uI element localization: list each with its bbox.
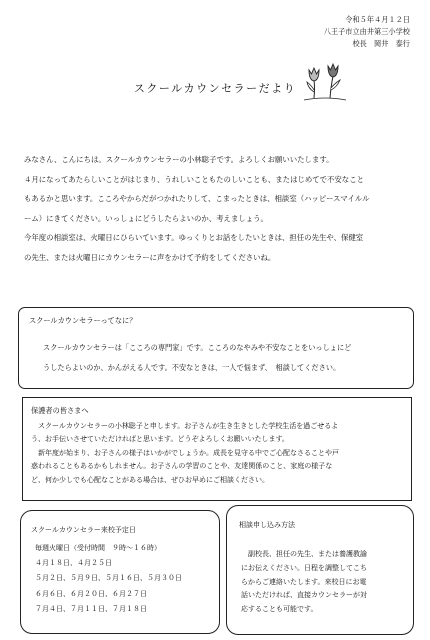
schedule-box (20, 510, 220, 634)
application-line: らからご連絡いたします。来校日にお電 (241, 577, 367, 586)
parents-notice-box (22, 397, 412, 501)
counselor-box-line: スクールカウンセラーは「こころの専門家」です。こころのなやみや不安なことをいっしょにど (43, 343, 352, 352)
application-box (226, 505, 414, 635)
parents-box-line: スクールカウンセラーの小林聡子と申します。お子さんが生き生きとした学校生活を過ごせるよ (31, 422, 339, 430)
parents-box-body (31, 420, 407, 487)
counselor-info-box (18, 307, 414, 389)
application-line: にお伝えください。日程を調整してこち (241, 563, 367, 572)
schedule-line: ７月４日、７月１１日、７月１８日 (35, 604, 147, 613)
parents-box-line: ど、何か少しでも心配なことがある場合は、ぜひお早めにご相談ください。 (31, 475, 269, 484)
schedule-line: ４月１８日、４月２５日 (35, 559, 112, 568)
counselor-box-body (43, 338, 409, 378)
schedule-line: ５月２日、５月９日、５月１６日、５月３０日 (35, 574, 182, 583)
application-line: 話いただければ、直接カウンセラーが対 (241, 591, 367, 600)
intro-line: ーム）にきてください。いっしょにどうしたらよいのか、考えましょう。 (24, 213, 268, 223)
schedule-box-heading: スクールカウンセラー来校予定日 (31, 526, 136, 534)
intro-line: ４月になってあたらしいことがはじまり、うれしいこともたのしいことも、またはじめてで不安なこと (24, 174, 364, 184)
parents-box-heading: 保護者の皆さまへ (31, 406, 89, 415)
schedule-line: ６月６日、６月２０日、６月２７日 (35, 589, 147, 598)
application-line: 副校長、担任の先生、または養護教諭 (241, 550, 367, 558)
intro-text (24, 150, 416, 267)
intro-line: みなさん、こんにちは。スクールカウンセラーの小林聡子です。よろしくお願いいたします。 (24, 155, 334, 164)
header-info (324, 14, 410, 50)
application-line: 応することも可能です。 (241, 605, 318, 614)
parents-box-line: 新年度が始まり、お子さんの様子はいかがでしょうか。成長を見守る中でご心配なさることや戸 (31, 448, 339, 457)
issue-date: 令和５年４月１２日 (345, 15, 410, 24)
intro-line: 今年度の相談室は、火曜日にひらいています。ゆっくりとお話をしたいときは、担任の先生や、保健室 (24, 233, 364, 242)
counselor-box-line: うしたらよいのか、かんがえる人です。不安なときは、一人で悩まず、 相談してください。 (43, 363, 341, 372)
parents-box-line: う、お手伝いさせていただければと思います。どうぞよろしくお願いいたします。 (31, 435, 289, 444)
schedule-box-body (35, 541, 217, 617)
title-row (0, 66, 430, 102)
application-box-body (241, 548, 407, 617)
application-box-heading: 相談申し込み方法 (239, 521, 295, 529)
counselor-box-heading: スクールカウンセラーってなに？ (29, 316, 137, 325)
newsletter-title: スクールカウンセラーだより (133, 82, 297, 95)
school-name: 八王子市立由井第三小学校 (323, 27, 410, 36)
intro-line: の先生、または火曜日にカウンセラーに声をかけて予約をしてくださいね。 (24, 252, 276, 262)
intro-line: もあるかと思います。こころやからだがつかれたりして、こまったときは、相談室（ハッピースマイルル (24, 194, 370, 203)
principal-name: 校長 岡井 泰行 (352, 39, 410, 48)
parents-box-line: 惑われることもあるかもしれません。お子さんの学習のことや、友達関係のこと、家庭の様子な (31, 462, 333, 471)
schedule-line: 毎週火曜日（受付時間 ９時～１６時） (35, 544, 161, 552)
